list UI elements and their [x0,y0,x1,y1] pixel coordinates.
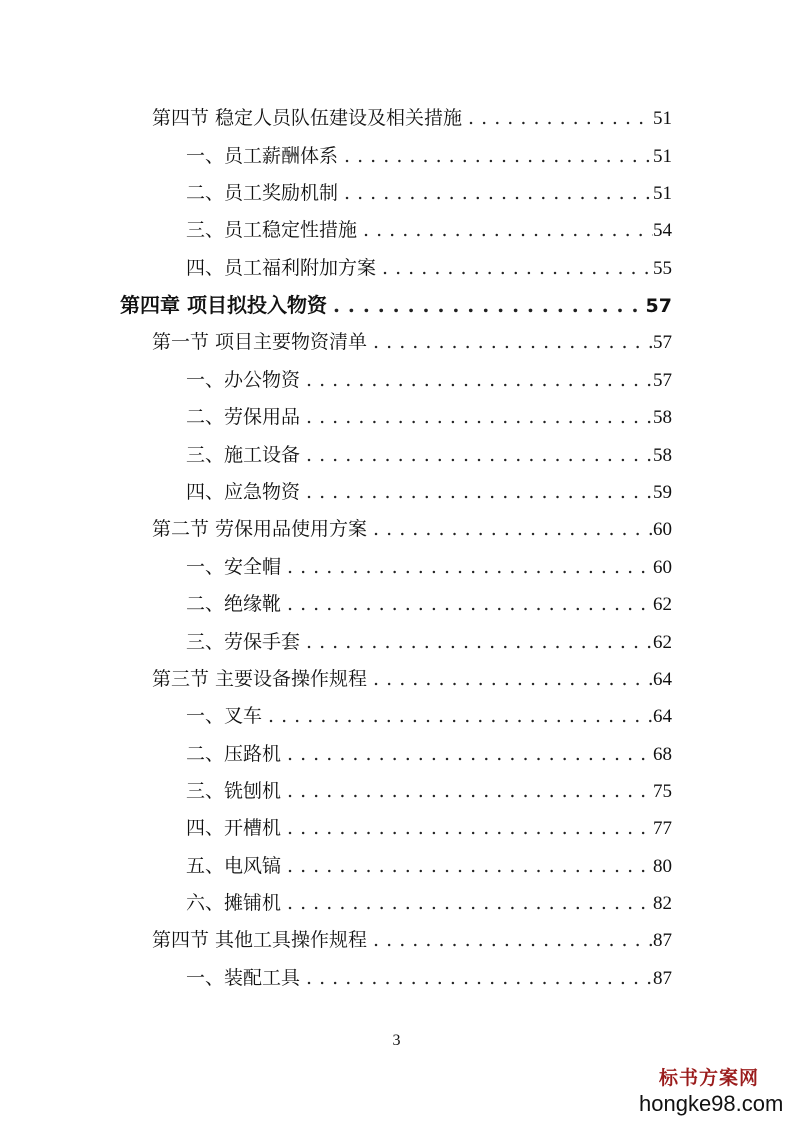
toc-entry [186,553,672,581]
toc-entry-page: 51 [653,146,672,167]
toc-entry-title: 三、铣刨机 [186,780,282,802]
toc-entry-page: 62 [653,632,672,653]
toc-entry-title: 五、电风镐 [186,855,282,877]
toc-entry-page: 54 [653,220,672,241]
toc-entry-page: 58 [653,445,672,466]
dot-leader [338,179,653,207]
toc-entry [186,441,672,469]
dot-leader [281,852,653,880]
toc-entry-page: 57 [653,370,672,391]
toc-entry [152,515,672,543]
toc-entry-page: 64 [653,706,672,727]
toc-entry-page: 68 [653,744,672,765]
toc-entry-title: 三、劳保手套 [186,631,301,653]
toc-entry-page: 82 [653,893,672,914]
toc-entry-page: 57 [653,332,672,353]
toc-entry [152,926,672,954]
dot-leader [338,142,653,170]
toc-entry-title: 二、劳保用品 [186,406,301,428]
toc-entry-title: 一、安全帽 [186,556,282,578]
toc-entry-title: 第四节 其他工具操作规程 [152,929,368,951]
toc-entry-page: 60 [653,557,672,578]
dot-leader [300,628,653,656]
dot-leader [462,104,653,132]
dot-leader [367,515,653,543]
toc-entry-title: 一、员工薪酬体系 [186,145,339,167]
toc-entry-page: 62 [653,594,672,615]
toc-entry-title: 六、摊铺机 [186,892,282,914]
toc-entry-title: 一、装配工具 [186,967,301,989]
toc-entry-page: 60 [653,519,672,540]
toc-entry-title: 四、开槽机 [186,817,282,839]
toc-entry [186,254,672,282]
toc-entry [186,478,672,506]
toc-entry-title: 第一节 项目主要物资清单 [152,331,368,353]
watermark-name: 标书方案网 [658,1067,759,1089]
toc-entry [186,889,672,917]
dot-leader [367,328,653,356]
toc-entry [186,740,672,768]
dot-leader [300,478,653,506]
toc-entry-page: 87 [653,930,672,951]
toc-entry [186,777,672,805]
toc-entry-title: 四、应急物资 [186,481,301,503]
toc-entry [186,852,672,880]
dot-leader [367,665,653,693]
toc-entry [186,814,672,842]
toc-entry-page: 75 [653,781,672,802]
dot-leader [376,254,653,282]
toc-entry-title: 四、员工福利附加方案 [186,257,377,279]
toc-entry-title: 二、压路机 [186,743,282,765]
toc-entry [186,590,672,618]
dot-leader [367,926,653,954]
toc-entry [186,142,672,170]
page-number: 3 [392,1032,401,1049]
dot-leader [300,366,653,394]
dot-leader [357,216,653,244]
toc-entry-title: 三、员工稳定性措施 [186,219,358,241]
toc-entry-title: 一、叉车 [186,705,263,727]
toc-entry-page: 51 [653,183,672,204]
toc-entry [152,328,672,356]
toc-entry [186,628,672,656]
toc-entry [186,964,672,992]
toc-entry-page: 51 [653,108,672,129]
dot-leader [327,291,646,319]
dot-leader [281,590,653,618]
dot-leader [300,964,653,992]
toc-entry-title: 第四章 项目拟投入物资 [120,293,327,317]
toc-entry [186,216,672,244]
toc-entry-page: 77 [653,818,672,839]
dot-leader [281,814,653,842]
toc-entry-page: 80 [653,856,672,877]
dot-leader [262,702,653,730]
toc-entry-title: 第三节 主要设备操作规程 [152,668,368,690]
watermark-url: hongke98.com [639,1091,784,1116]
toc-entry-title: 二、绝缘靴 [186,593,282,615]
toc-entry-page: 58 [653,407,672,428]
toc-entry-page: 87 [653,968,672,989]
dot-leader [300,403,653,431]
watermark [639,1066,784,1116]
dot-leader [281,777,653,805]
toc-entry-title: 二、员工奖励机制 [186,182,339,204]
toc-entry [152,104,672,132]
toc-entry-title: 第四节 稳定人员队伍建设及相关措施 [152,107,463,129]
toc-entry-page: 55 [653,258,672,279]
toc-entry-title: 一、办公物资 [186,369,301,391]
dot-leader [281,740,653,768]
toc-entry [186,403,672,431]
toc-entry-title: 第二节 劳保用品使用方案 [152,518,368,540]
toc-entry-page: 59 [653,482,672,503]
toc-chapter-entry [120,291,672,319]
dot-leader [281,553,653,581]
toc-entry-title: 三、施工设备 [186,444,301,466]
toc-entry [186,702,672,730]
toc-entry [152,665,672,693]
toc-entry-page: 64 [653,669,672,690]
toc-entry [186,179,672,207]
dot-leader [300,441,653,469]
dot-leader [281,889,653,917]
toc-entry [186,366,672,394]
toc-entry-page: 57 [645,295,672,317]
